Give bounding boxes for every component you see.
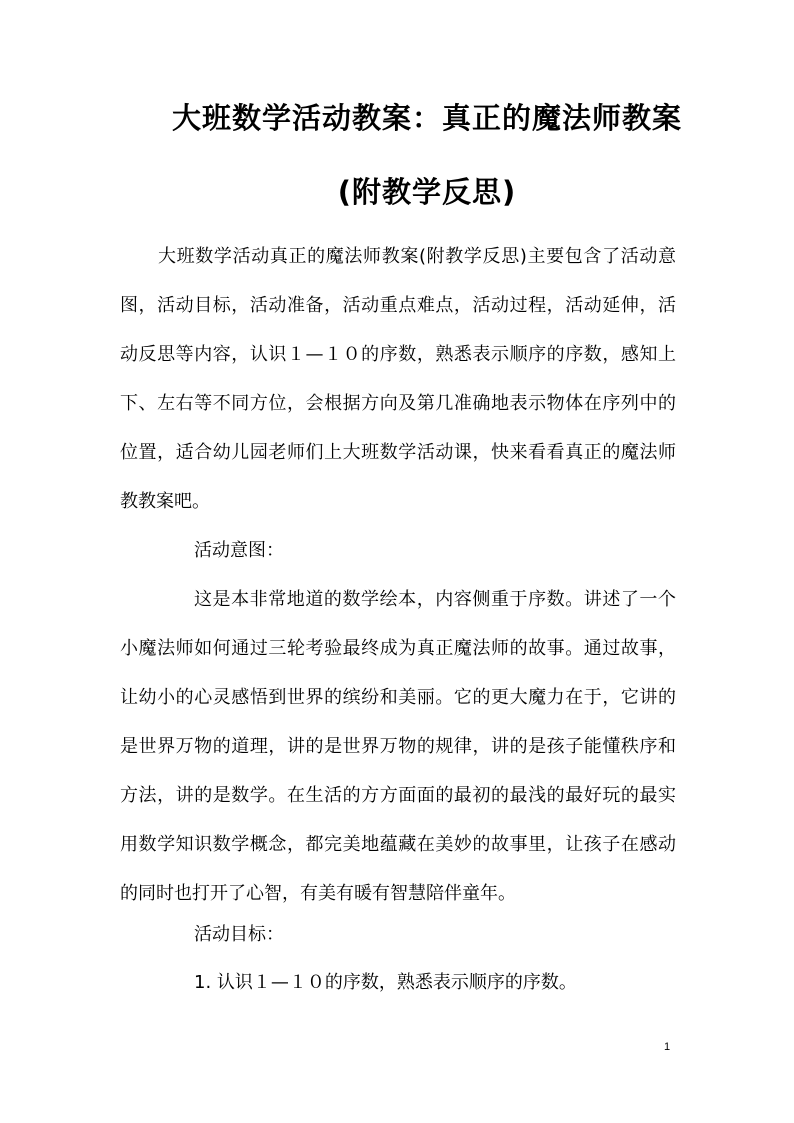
section-paragraph-intent: 这是本非常地道的数学绘本，内容侧重于序数。讲述了一个小魔法师如何通过三轮考验最终成为真正魔法师的故事。通过故事，让幼小的心灵感悟到世界的缤纷和美丽。它的更大魔力在于，它讲的是世界万物的道理，讲的是世界万物的规律，讲的是孩子能懂秩序和方法，讲的是数学。在生活的方方面面的最初的最浅的最好玩的最实用数学知识数学概念，都完美地蕴藏在美妙的故事里，让孩子在感动的同时也打开了心智，有美有暖有智慧陪伴童年。	[120, 589, 676, 904]
section-heading-intent: 活动意图：	[194, 540, 284, 561]
section-heading-goals: 活动目标：	[194, 924, 284, 945]
intro-paragraph: 大班数学活动真正的魔法师教案(附教学反思)主要包含了活动意图，活动目标，活动准备，活动重点难点，活动过程，活动延伸，活动反思等内容，认识１—１０的序数，熟悉表示顺序的序数，感知上下、左右等不同方位，会根据方向及第几准确地表示物体在序列中的位置，适合幼儿园老师们上大班数学活动课，快来看看真正的魔法师教教案吧。	[120, 246, 676, 512]
goal-list-item: 1. 认识１—１０的序数，熟悉表示顺序的序数。	[194, 972, 577, 993]
document-title: 大班数学活动教案：真正的魔法师教案	[171, 101, 682, 135]
page-number: 1	[664, 1041, 671, 1053]
document-subtitle: (附教学反思)	[337, 175, 517, 209]
